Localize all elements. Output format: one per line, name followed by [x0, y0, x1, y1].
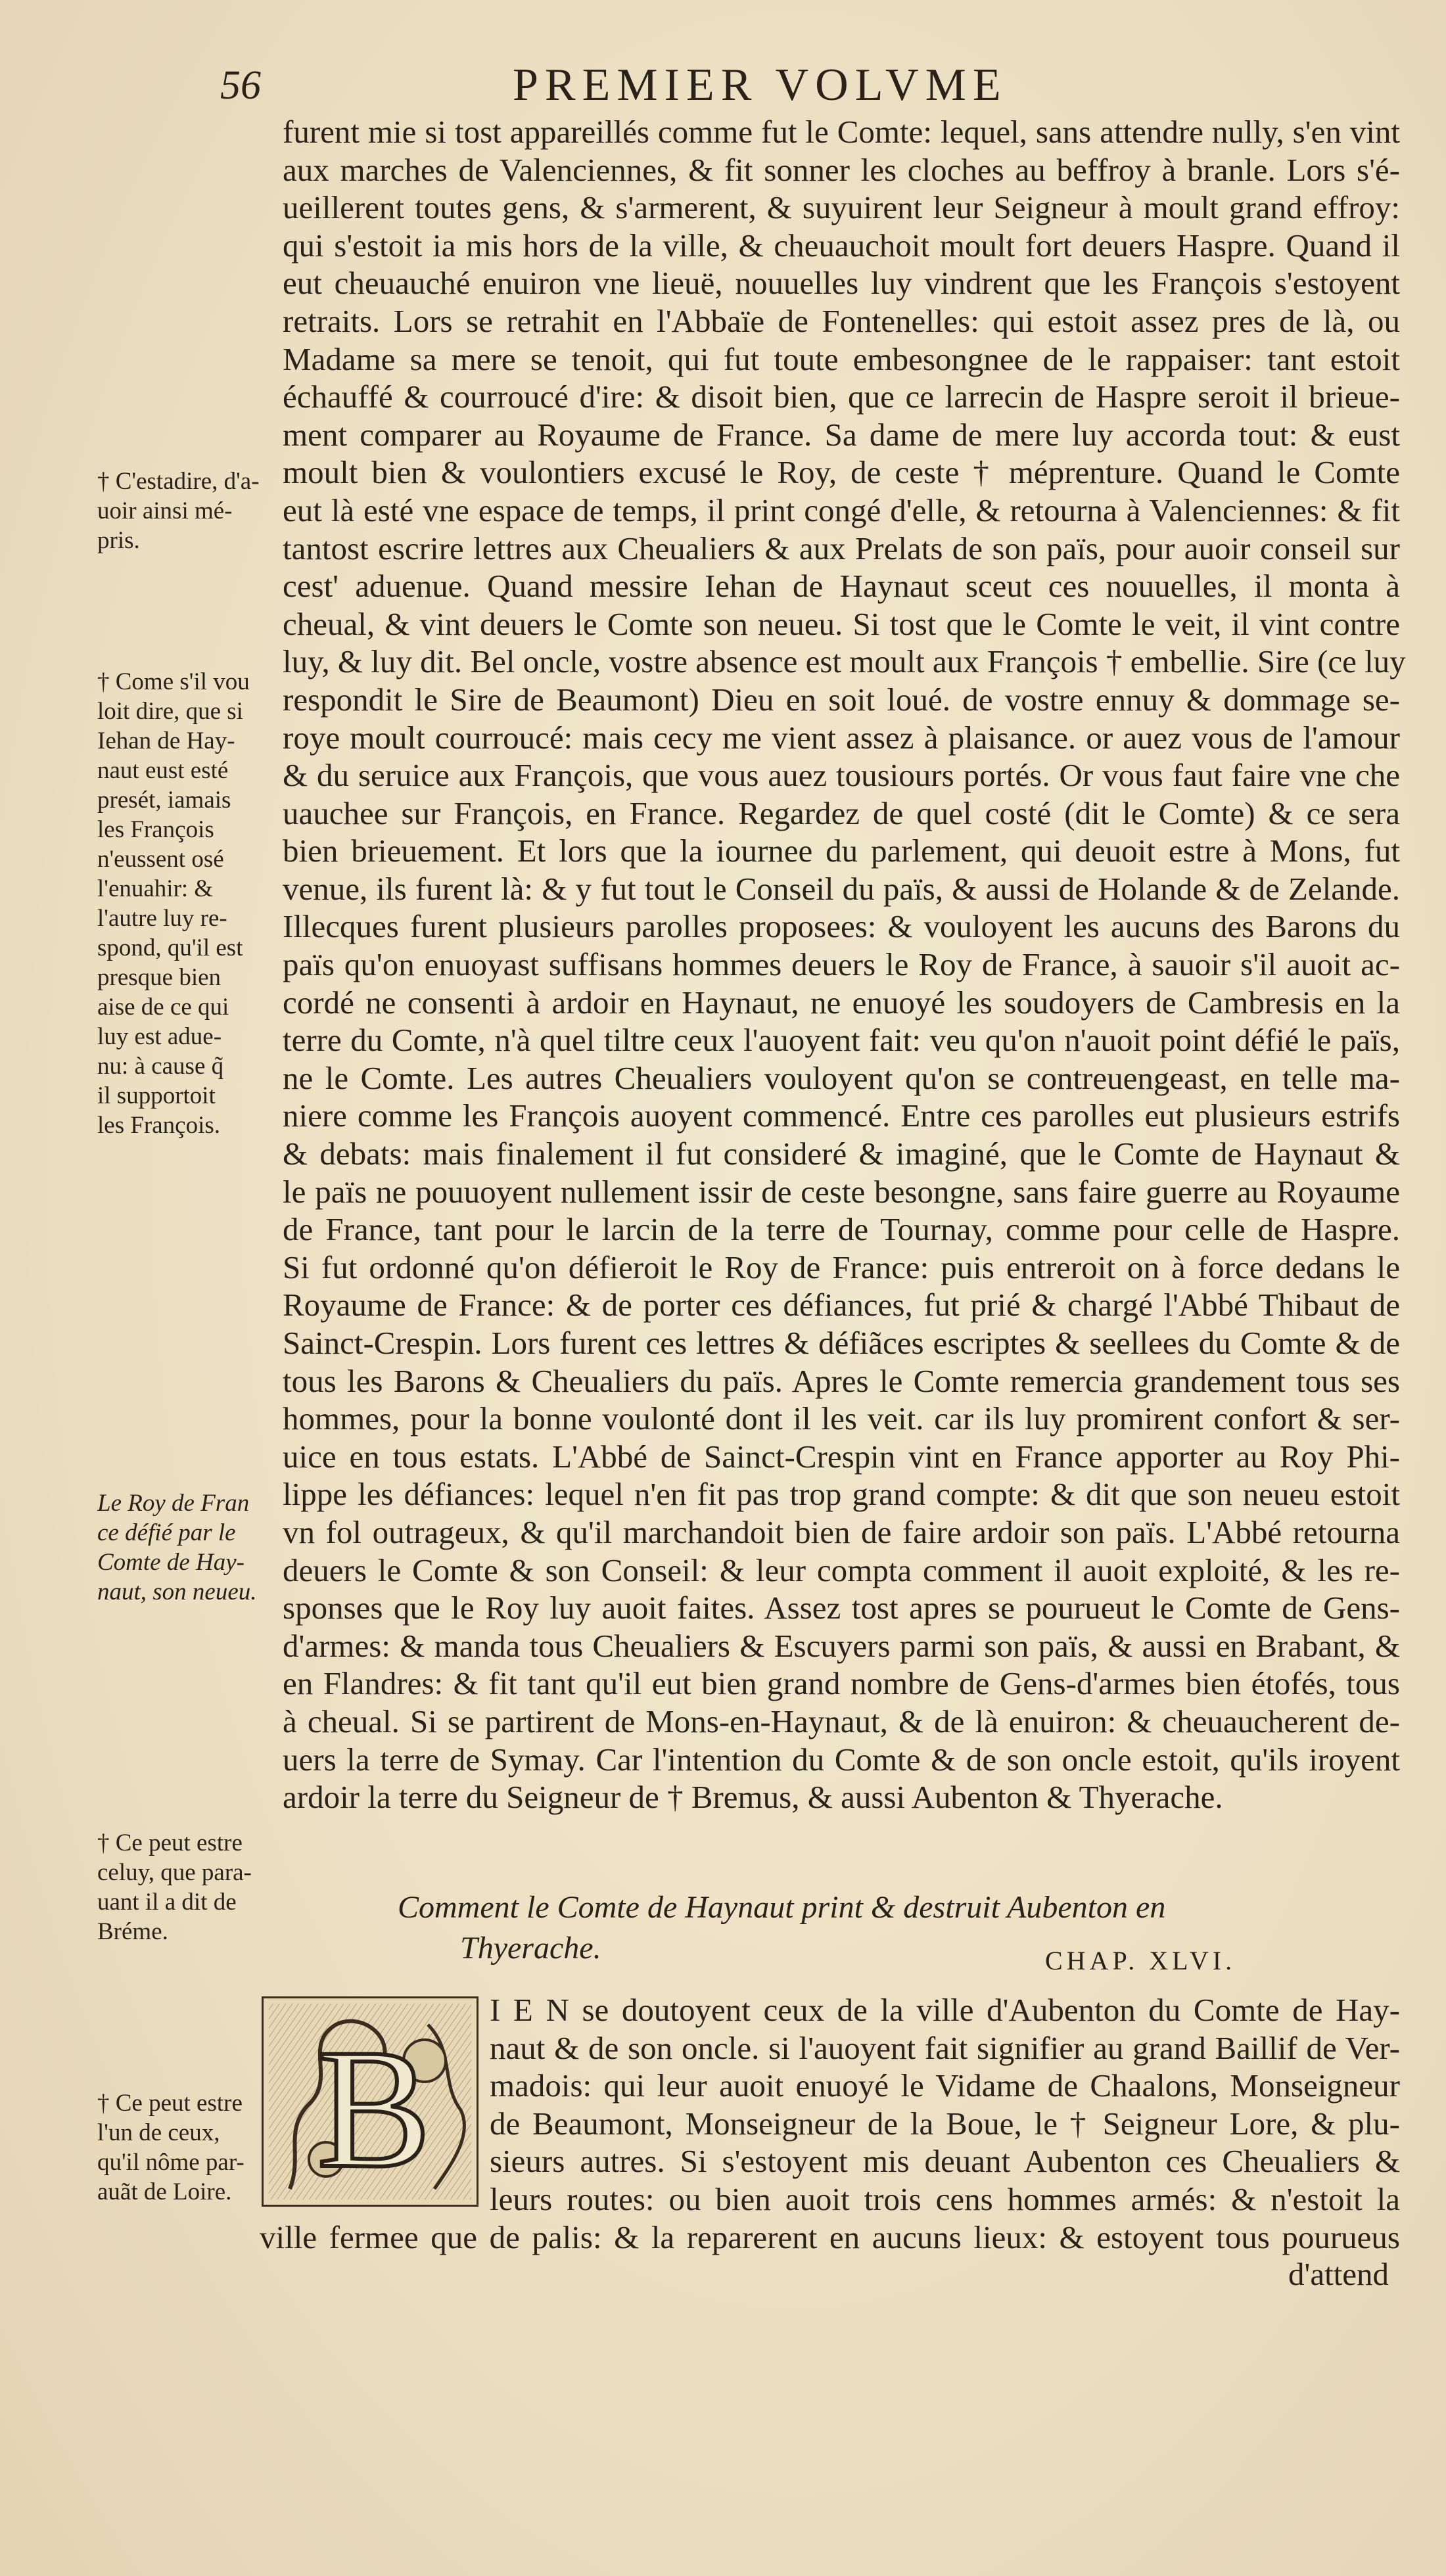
margin-note-line: n'eussent osé	[97, 846, 224, 873]
margin-note-line: presét, iamais	[97, 787, 231, 814]
text-line: & debats: mais finalement il fut consideré & imaginé, que le Comte de Haynaut &	[283, 1136, 1400, 1172]
chapter-opening-text	[490, 1991, 1400, 2219]
margin-note-line: pris.	[97, 527, 140, 554]
margin-note-line: uoir ainsi mé-	[97, 497, 233, 524]
text-line: d'armes: & manda tous Cheualiers & Escuyers parmi son païs, & aussi en Brabant, &	[283, 1627, 1400, 1664]
margin-note	[97, 667, 281, 1140]
text-line: aux marches de Valenciennes, & fit sonner les cloches au beffroy à branle. Lors s'é-	[283, 151, 1400, 188]
text-line: moult bien & voulontiers excusé le Roy, de ceste † méprenture. Quand le Comte	[283, 454, 1400, 491]
chapter-label: CHAP. XLVI.	[1045, 1946, 1236, 1975]
text-line: Illecques furent plusieurs parolles proposees: & vouloyent les aucuns des Barons du	[283, 908, 1400, 945]
chapter-heading-line: Thyerache.	[460, 1931, 601, 1966]
margin-note-line: Le Roy de Fran	[97, 1490, 250, 1517]
margin-note-line: auãt de Loire.	[97, 2178, 232, 2205]
text-line: roye moult courroucé: mais cecy me vient assez à plaisance. or auez vous de l'amour	[283, 719, 1400, 756]
margin-note-line: celuy, que para-	[97, 1859, 252, 1886]
catchword: d'attend	[1288, 2256, 1389, 2292]
text-line: deuers le Comte & son Conseil: & leur compta comment il auoit exploité, & les re-	[283, 1552, 1400, 1588]
text-line: tous les Barons & Cheualiers du païs. Apres le Comte remercia grandement tous ses	[283, 1362, 1400, 1399]
margin-note-line: l'un de ceux,	[97, 2119, 220, 2146]
margin-note-line: † Ce peut estre	[97, 2090, 243, 2117]
text-line: naut & de son oncle. si l'auoyent fait signifier au grand Baillif de Ver-	[490, 2029, 1400, 2066]
text-line: de France, tant pour le larcin de la terre de Tournay, comme pour celle de Haspre.	[283, 1211, 1400, 1248]
text-line: I E N se doutoyent ceux de la ville d'Aubenton du Comte de Hay-	[490, 1992, 1400, 2028]
text-line: ardoir la terre du Seigneur de † Bremus, & aussi Aubenton & Thyerache.	[283, 1779, 1223, 1816]
text-line: terre du Comte, n'à quel tiltre ceux l'auoyent fait: veu qu'on n'auoit point défié le païs,	[283, 1022, 1400, 1059]
margin-note-line: loit dire, que si	[97, 698, 243, 725]
text-line: lippe les défiances: lequel n'en fit pas trop grand compte: & dit que son neueu estoit	[283, 1476, 1400, 1513]
text-line: échauffé & courroucé d'ire: & disoit bien, que ce larrecin de Haspre seroit il brieue-	[283, 379, 1400, 415]
margin-note	[97, 1488, 281, 1607]
text-line: uice en tous estats. L'Abbé de Sainct-Crespin vint en France apporter au Roy Phi-	[283, 1438, 1400, 1475]
margin-note-line: † Ce peut estre	[97, 1829, 243, 1856]
text-line: sponses que le Roy luy auoit faites. Assez tost apres se pourueut le Comte de Gens-	[283, 1590, 1400, 1626]
text-line: ne le Comte. Les autres Cheualiers vouloyent qu'on se contreuengeast, en telle ma-	[283, 1059, 1400, 1096]
margin-note-line: ce défié par le	[97, 1519, 236, 1546]
margin-note	[97, 1828, 281, 1946]
text-line: cest' aduenue. Quand messire Iehan de Haynaut sceut ces nouuelles, il monta à	[283, 568, 1400, 605]
margin-note-line: luy est adue-	[97, 1023, 222, 1050]
margin-note-line: les François.	[97, 1112, 221, 1139]
text-line: uauchee sur François, en France. Regardez de quel costé (dit le Comte) & ce sera	[283, 794, 1400, 831]
margin-note-line: aise de ce qui	[97, 994, 229, 1021]
text-line: sieurs autres. Si s'estoyent mis deuant Aubenton ces Cheualiers &	[490, 2143, 1400, 2180]
text-line: niere comme les François auoyent commencé. Entre ces parolles eut plusieurs estrifs	[283, 1097, 1400, 1134]
text-line: ment comparer au Royaume de France. Sa dame de mere luy accorda tout: & eust	[283, 416, 1400, 453]
margin-note-line: naut eust esté	[97, 757, 229, 784]
text-line: eut là esté vne espace de temps, il print congé d'elle, & retourna à Valenciennes: & fit	[283, 492, 1400, 528]
text-line: leurs routes: ou bien auoit trois cens hommes armés: & n'estoit la	[490, 2180, 1400, 2217]
margin-note-line: naut, son neueu.	[97, 1578, 257, 1605]
margin-note-line: † C'estadire, d'a-	[97, 468, 260, 495]
text-line: respondit le Sire de Beaumont) Dieu en soit loué. de vostre ennuy & dommage se-	[283, 681, 1400, 718]
margin-note-line: Comte de Hay-	[97, 1549, 245, 1576]
text-line: luy, & luy dit. Bel oncle, vostre absence est moult aux François † embellie. Sire (ce luy	[283, 643, 1406, 680]
margin-note-line: les François	[97, 816, 214, 843]
margin-note-line: uant il a dit de	[97, 1889, 237, 1916]
text-line: uers la terre de Symay. Car l'intention du Comte & de son oncle estoit, qu'ils iroyent	[283, 1741, 1400, 1778]
running-head: PREMIER VOLVME	[513, 60, 1008, 110]
text-line: bien brieuement. Et lors que la iournee du parlement, qui deuoit estre à Mons, fut	[283, 833, 1400, 869]
page-number: 56	[220, 63, 261, 108]
text-line: à cheual. Si se partirent de Mons-en-Haynaut, & de là enuiron: & cheuaucherent de-	[283, 1703, 1400, 1739]
text-line: Sainct-Crespin. Lors furent ces lettres & défiãces escriptes & seellees du Comte & de	[283, 1325, 1400, 1361]
text-line: en Flandres: & fit tant qu'il eut bien grand nombre de Gens-d'armes bien étofés, tous	[283, 1665, 1400, 1702]
text-line: Si fut ordonné qu'on défieroit le Roy de France: puis entreroit on à force dedans le	[283, 1249, 1400, 1285]
margin-note-line: Bréme.	[97, 1918, 168, 1945]
ornament-icon	[264, 1998, 477, 2205]
text-line: furent mie si tost appareillés comme fut le Comte: lequel, sans attendre nully, s'en vint	[283, 114, 1400, 150]
margin-note-line: nu: à cause q̃	[97, 1053, 224, 1080]
text-line: vn fol outrageux, & qu'il marchandoit bien de faire ardoir son païs. L'Abbé retourna	[283, 1513, 1400, 1550]
text-line: ueillerent toutes gens, & s'armerent, & suyuirent leur Seigneur à moult grand effroy:	[283, 189, 1400, 226]
margin-note	[97, 467, 281, 555]
main-body-text	[283, 113, 1406, 1816]
text-line: eut cheuauché enuiron vne lieuë, nouuelles luy vindrent que les François s'estoyent	[283, 265, 1400, 302]
text-line: retraits. Lors se retrahit en l'Abbaïe de Fontenelles: qui estoit assez pres de là, ou	[283, 302, 1400, 339]
text-line: le païs ne pouuoyent nullement issir de ceste besongne, sans faire guerre au Royaume	[283, 1173, 1400, 1210]
text-line: qui s'estoit ia mis hors de la ville, & cheuauchoit moult fort deuers Haspre. Quand il	[283, 227, 1400, 264]
decorated-initial	[262, 1996, 478, 2207]
margin-note-line: il supportoit	[97, 1082, 216, 1109]
chapter-body-text	[260, 2219, 1400, 2257]
text-line: madois: qui leur auoit enuoyé le Vidame de Chaalons, Monseigneur	[490, 2067, 1400, 2104]
chapter-heading-line: Comment le Comte de Haynaut print & destruit Aubenton en	[398, 1890, 1166, 1925]
text-line: Royaume de France: & de porter ces défiances, fut prié & chargé l'Abbé Thibaut de	[283, 1287, 1400, 1323]
margin-note	[97, 2088, 281, 2207]
text-line: tantost escrire lettres aux Cheualiers & aux Prelats de son païs, pour auoir conseil sur	[283, 530, 1400, 566]
margin-note-line: l'enuahir: &	[97, 875, 214, 902]
text-line: cheual, & vint deuers le Comte son neueu. Si tost que le Comte le veit, il vint contre	[283, 605, 1400, 642]
text-line: ville fermee que de palis: & la reparerent en aucuns lieux: & estoyent tous pourueus	[260, 2219, 1400, 2255]
margin-note-line: presque bien	[97, 964, 222, 991]
text-line: hommes, pour la bonne voulonté dont il les veit. car ils luy promirent confort & ser-	[283, 1400, 1400, 1437]
text-line: de Beaumont, Monseigneur de la Boue, le † Seigneur Lore, & plu-	[490, 2105, 1400, 2142]
text-line: Madame sa mere se tenoit, qui fut toute embesongnee de le rappaiser: tant estoit	[283, 340, 1400, 377]
text-line: venue, ils furent là: & y fut tout le Conseil du païs, & aussi de Holande & de Zelande.	[283, 870, 1400, 907]
text-line: cordé ne consenti à ardoir en Haynaut, ne enuoyé les soudoyers de Cambresis en la	[283, 984, 1400, 1021]
margin-note-line: qu'il nôme par-	[97, 2149, 245, 2176]
margin-note-line: l'autre luy re-	[97, 905, 227, 932]
text-line: païs qu'on enuoyast suffisans hommes deuers le Roy de France, à sauoir s'il auoit ac-	[283, 946, 1400, 983]
margin-note-line: spond, qu'il est	[97, 934, 243, 961]
margin-note-line: † Come s'il vou	[97, 668, 250, 695]
text-line: & du seruice aux François, que vous auez tousiours portés. Or vous faut faire vne che	[283, 757, 1400, 794]
margin-note-line: Iehan de Hay-	[97, 727, 235, 754]
initial-letter: B	[317, 2014, 431, 2203]
